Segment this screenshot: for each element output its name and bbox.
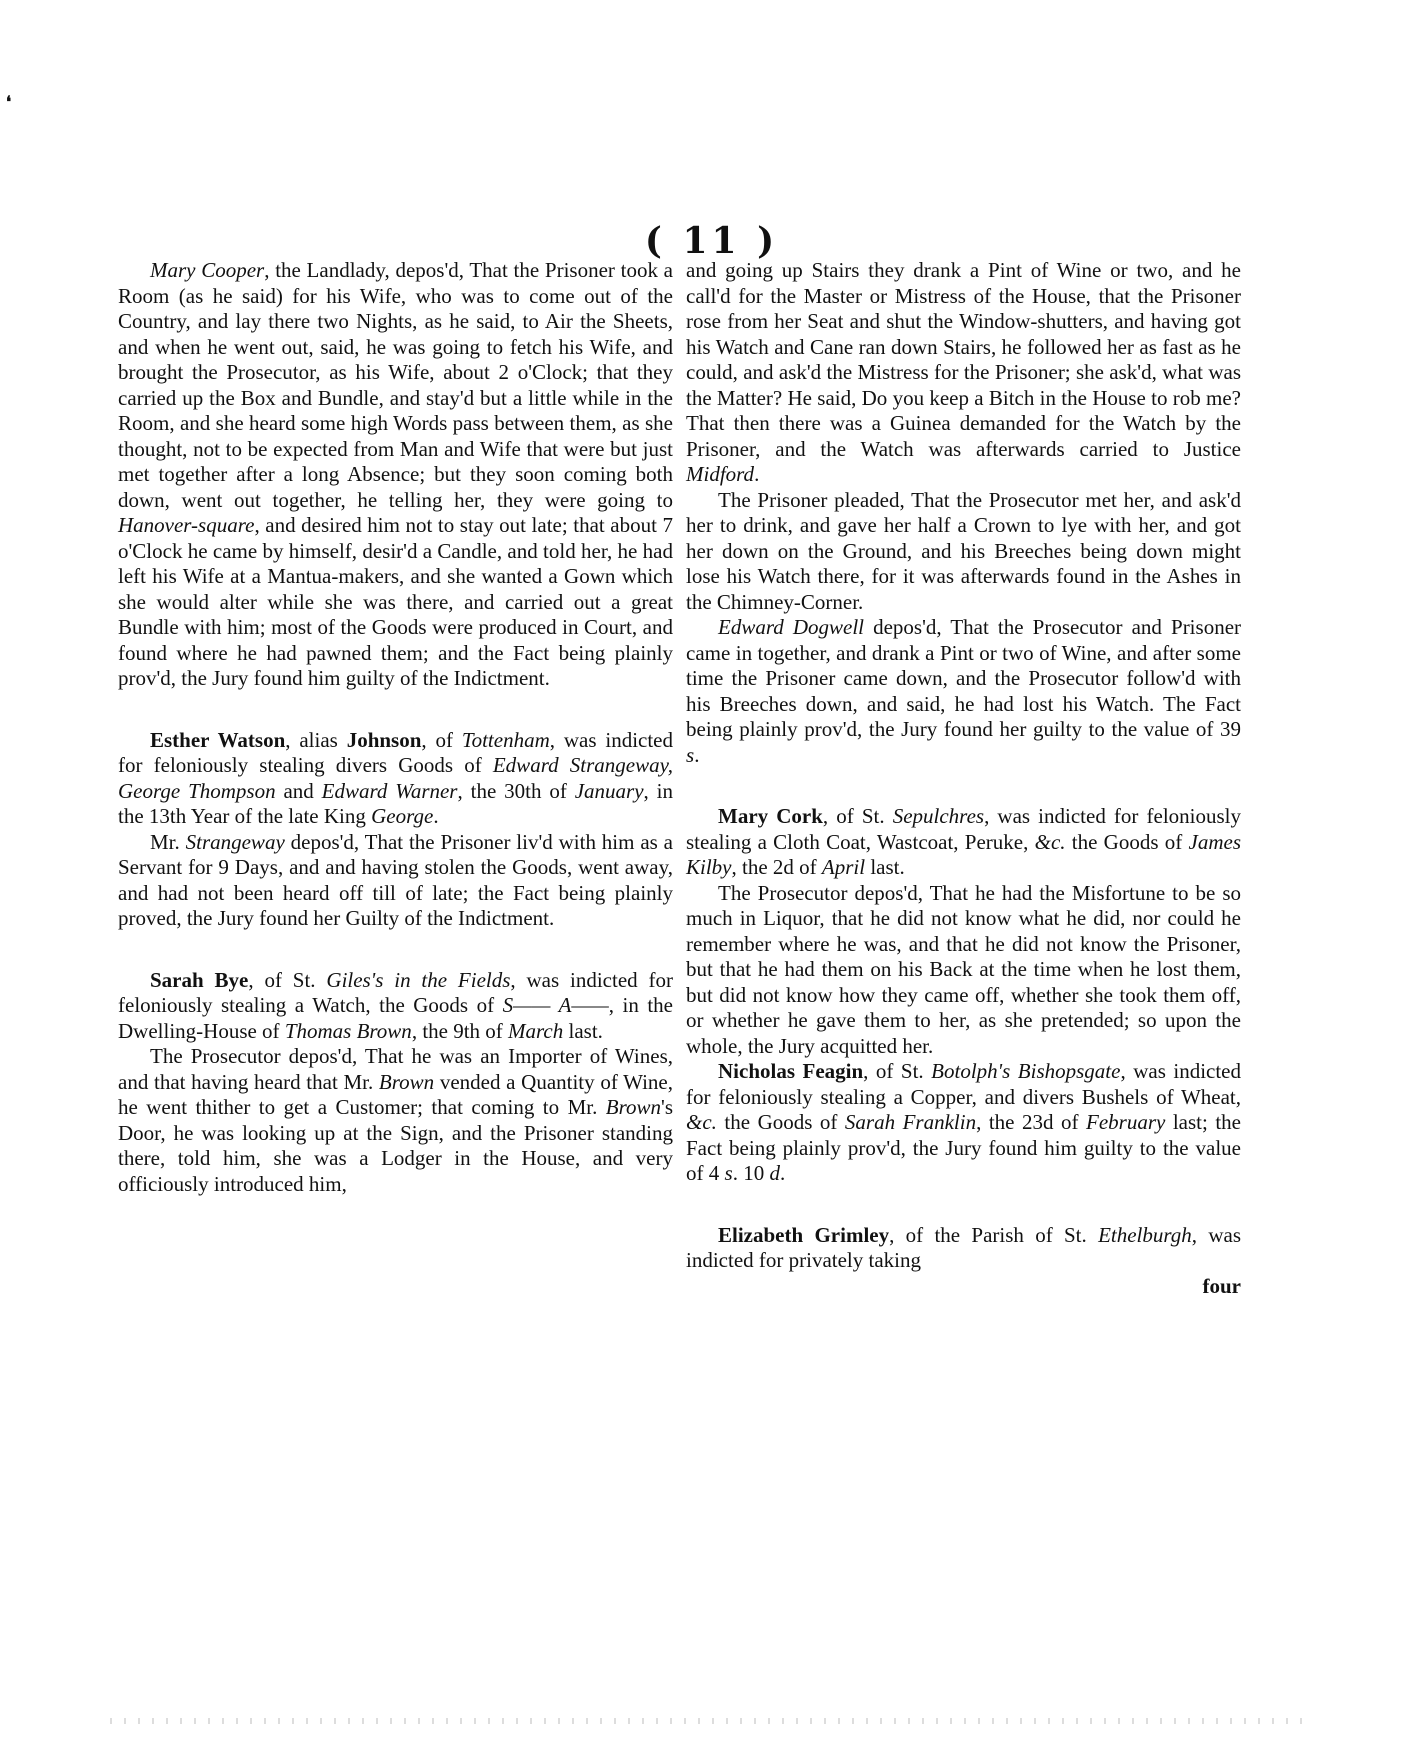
person-name: Brown [605,1095,662,1119]
defendant-name: Sarah Bye [150,967,249,992]
text: , the 23d of [976,1110,1086,1134]
witness-name: Mary Cooper [150,258,265,282]
owner-name: Thomas Brown [284,1018,412,1043]
text: depos'd, That the Prosecutor and Prisoner came in together, and drank a Pint or two of Wine, and after some time the Prisoner came down, and the Prosecutor follow'd with his Breeches down, and said, he had lost his Watch. The Fact being plainly prov'd, the Jury found her guilty to the value of 39 [686,615,1242,741]
paragraph-nicholas-feagin [686,1059,1241,1187]
paragraph-prosecutor-testimony [118,1044,673,1197]
place-name: Botolph's Bishopsgate [931,1059,1121,1083]
etc: &c. [1034,829,1066,854]
text: , of St. [248,967,327,992]
text: , the 9th of [411,1018,509,1043]
text: vended a Quantity of Wine, he went thither to get a Customer; that coming to Mr. [118,1069,673,1119]
paragraph-mary-cork [686,804,1241,881]
month: January [574,778,644,803]
defendant-name: Mary Cork [718,804,823,828]
text: last. [865,855,905,879]
currency-unit: d [769,1161,780,1185]
text: , was indicted for feloniously stealing a Watch, the Goods of [118,967,673,1017]
paragraph-elizabeth-grimley [686,1223,1241,1274]
defendant-name: Elizabeth Grimley [718,1222,890,1247]
paragraph-edward-dogwell [686,615,1241,768]
alias-name: Johnson [346,727,422,752]
place-name: Ethelburgh [1098,1222,1192,1247]
text: Mr. [150,829,186,854]
text: . [779,1161,786,1185]
text: and [275,778,322,803]
paragraph-sarah-bye [118,968,673,1045]
text: The Prisoner pleaded, That the Prosecutor met her, and ask'd her to drink, and gave her half a Crown to lye with her, and got her down on the Ground, and his Breeches being down might lose his Watch there, for it was afterwards found in the Ashes in the Chimney-Corner. [686,487,1241,614]
text: , was indicted for feloniously stealing a Copper, and divers Bushels of Wheat, [686,1059,1242,1109]
witness-name: Strangeway [185,829,285,854]
text: . 10 [732,1161,770,1185]
text: , the 30th of [457,778,575,803]
text: , alias [285,727,347,752]
text: and going up Stairs they drank a Pint of Wine or two, and he call'd for the Master or Mistress of the House, that the Prisoner rose from her Seat and shut the Window-shutters, and having got his Watch and Cane ran down Stairs, he followed her as fast as he could, and ask'd the Mistress for the Prisoner; she ask'd, what was the Matter? He said, Do you keep a Bitch in the House to rob me? That then there was a Guinea demanded for the Watch by the Prisoner, and the Watch was afterwards carried to Justice [686,258,1241,461]
catchword: four [1202,1273,1241,1298]
text: , of St. [863,1059,932,1083]
paragraph-strangeway-testimony [118,830,673,932]
etc: &c. [686,1110,717,1134]
text: . [694,742,700,767]
text: last. [563,1018,603,1043]
month: April [821,855,866,879]
paragraph-prisoner-plea [686,488,1241,616]
text: , of St. [822,804,893,828]
text: The Prosecutor depos'd, That he had the Misfortune to be so much in Liquor, that he did not know what he did, nor could he remember where he was, and that he did not know the Prisoner, but that he had them on his Back at the time when he lost them, but did not know how they came off, whether she took them off, or whether he gave them to her, as she pretended; so upon the whole, the Jury acquitted her. [686,880,1241,1058]
month: March [508,1018,564,1043]
paragraph-continuation [686,258,1241,488]
text: , of the Parish of St. [889,1222,1099,1247]
owner-name: Edward Warner [321,778,458,803]
text: , the Landlady, depos'd, That the Prisoner took a Room (as he said) for his Wife, who was to come out of the Country, and lay there two Nights, as he said, to Air the Sheets, and when he went out, said, he was going to fetch his Wife, and brought the Prosecutor, as his Wife, about 2 o'Clock; that they carried up the Box and Bundle, and stay'd but a little while in the Room, and she heard some high Words pass between them, as she thought, not to be expected from Man and Wife that were but just met together after a long Absence; but they soon coming both down, went out together, he telling her, they were going to [118,258,673,512]
defendant-name: Esther Watson [150,727,286,752]
place-name: Tottenham [461,727,550,752]
month: February [1086,1110,1166,1134]
text: the Goods of [716,1110,845,1134]
owner-name: James Kilby [686,829,1241,879]
king-name: George [371,804,434,828]
place-name: Hanover-square [118,513,255,537]
paragraph-esther-watson [118,728,673,830]
right-column [686,258,1241,1299]
text: 's Door, he was looking up at the Sign, and the Prisoner standing there, told him, she was a Lodger in the House, and very officiously introduced him, [118,1095,673,1196]
text: . [433,804,439,828]
text: depos'd, That the Prisoner liv'd with him as a Servant for 9 Days, and and having stolen the Goods, went away, and had not been heard off till of late; the Fact being plainly proved, the Jury found her Guilty of the Indictment. [118,829,673,930]
paragraph-mary-cooper [118,258,673,692]
currency-unit: s [686,742,695,767]
text: , was indicted for privately taking [686,1222,1241,1272]
paragraph-prosecutor-deposition [686,881,1241,1060]
margin-mark: ❛ [6,92,12,111]
currency-unit: s [724,1161,733,1185]
text: the Goods of [1065,829,1189,854]
text: , was indicted for feloniously stealing a Cloth Coat, Wastcoat, Peruke, [686,804,1241,854]
text: , of [421,727,462,752]
owner-name: Edward Strangeway, George Thompson [118,753,673,803]
place-name: Sepulchres [892,804,985,828]
text: . [754,462,760,486]
text: , in the Dwelling-House of [118,993,673,1043]
owner-name: Sarah Franklin [844,1110,977,1134]
text: The Prosecutor depos'd, That he was an Importer of Wines, and that having heard that Mr. [118,1044,673,1094]
owner-name: S—— A—— [502,993,609,1017]
left-column [118,258,673,1197]
text: last; the Fact being plainly prov'd, the Jury found him guilty to the value of 4 [686,1110,1241,1185]
scan-noise [110,1718,1310,1724]
defendant-name: Nicholas Feagin [718,1059,864,1083]
witness-name: Edward Dogwell [718,615,864,639]
text: , was indicted for feloniously stealing divers Goods of [118,727,674,777]
text: , in the 13th Year of the late King [118,778,674,828]
place-name: Giles's in the Fields [326,967,511,992]
page-number: ( 11 ) [644,220,779,262]
text: , the 2d of [731,855,822,879]
justice-name: Midford [686,462,755,486]
text: , and desired him not to stay out late; that about 7 o'Clock he came by himself, desir'd a Candle, and told her, he had left his Wife at a Mantua-makers, and she wanted a Gown which she would alter while she was there, and carried out a great Bundle with him; most of the Goods were produced in Court, and found where he had pawned them; and the Fact being plainly prov'd, the Jury found him guilty of the Indictment. [118,513,673,690]
person-name: Brown [378,1069,435,1094]
